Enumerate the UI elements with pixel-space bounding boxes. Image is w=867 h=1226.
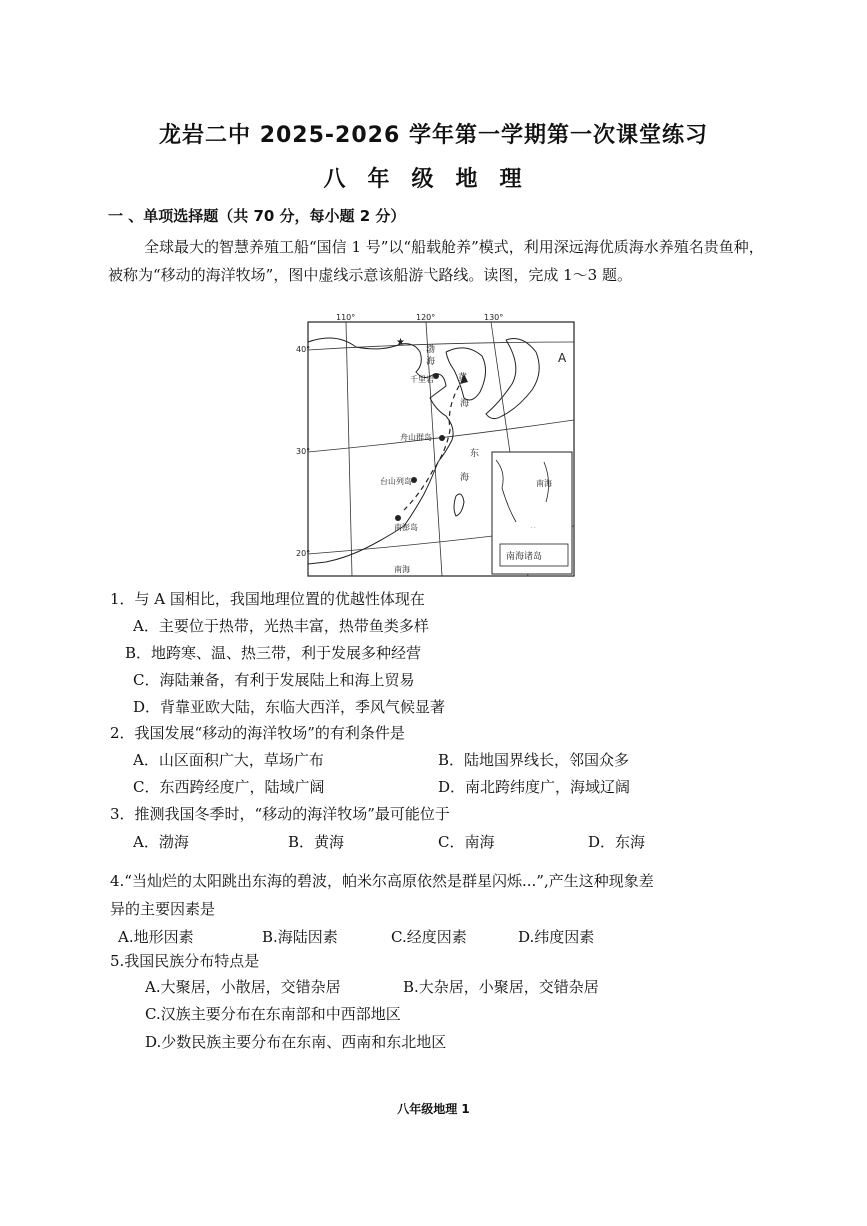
question-5-option: B.大杂居，小聚居，交错杂居	[403, 978, 599, 996]
question-1-option: D．背靠亚欧大陆，东临大西洋，季风气候显著	[133, 698, 446, 716]
question-3-option: B．黄海	[288, 833, 345, 851]
question-2-stem: 2．我国发展“移动的海洋牧场”的有利条件是	[110, 724, 405, 742]
route-map	[296, 312, 580, 580]
sea-label: 海	[460, 399, 470, 409]
svg-text:★: ★	[396, 337, 405, 348]
sea-label: 海	[460, 473, 470, 483]
question-2-option: D．南北跨纬度广，海域辽阔	[438, 778, 631, 796]
question-5-option: D.少数民族主要分布在东南、西南和东北地区	[145, 1033, 447, 1051]
exam-title: 龙岩二中 2025-2026 学年第一学期第一次课堂练习	[159, 123, 708, 148]
question-1-option: A．主要位于热带，光热丰富，热带鱼类多样	[133, 617, 429, 635]
lat-label: 20°	[296, 549, 311, 558]
question-2-option: A．山区面积广大，草场广布	[133, 751, 324, 769]
lat-label: 30°	[296, 447, 311, 456]
question-4-option: B.海陆因素	[262, 928, 338, 946]
question-5-stem: 5.我国民族分布特点是	[110, 952, 260, 970]
question-3-option: A．渤海	[133, 833, 189, 851]
svg-text:· ·: · ·	[531, 525, 536, 531]
sea-label: 渤	[426, 345, 436, 355]
lon-label: 120°	[416, 313, 436, 322]
question-1-option: B．地跨寒、温、热三带，利于发展多种经营	[125, 644, 422, 662]
question-4-option: A.地形因素	[118, 928, 194, 946]
question-4-stem: 4.“当灿烂的太阳跳出东海的碧波，帕米尔高原依然是群星闪烁...”,产生这种现象差	[110, 872, 654, 890]
question-5-option: C.汉族主要分布在东南部和中西部地区	[145, 1005, 401, 1023]
question-4-option: C.经度因素	[391, 928, 467, 946]
exam-subtitle: 八年级地理	[323, 167, 544, 192]
inset-title: 南海诸岛	[506, 552, 543, 562]
lon-label: 110°	[336, 313, 356, 322]
question-4-option: D.纬度因素	[518, 928, 595, 946]
section-heading: 一 、单项选择题（共 70 分，每小题 2 分）	[108, 207, 406, 225]
place-label: 千里岩	[410, 375, 434, 384]
question-5-option: A.大聚居，小散居，交错杂居	[145, 978, 341, 996]
sea-label: 海	[426, 357, 436, 367]
question-1-option: C．海陆兼备，有利于发展陆上和海上贸易	[133, 671, 415, 689]
lat-label: 40°	[296, 345, 311, 354]
question-4-stem: 异的主要因素是	[110, 900, 216, 918]
place-label: 台山列岛	[380, 477, 412, 486]
page-footer: 八年级地理 1	[397, 1102, 470, 1116]
question-3-stem: 3．推测我国冬季时，“移动的海洋牧场”最可能位于	[110, 805, 450, 823]
place-label: 舟山群岛	[400, 433, 432, 442]
question-1-stem: 1．与 A 国相比，我国地理位置的优越性体现在	[110, 590, 425, 608]
question-3-option: D．东海	[588, 833, 646, 851]
sea-label: 东	[470, 449, 480, 459]
lon-label: 130°	[484, 313, 504, 322]
inset-sea-label: 南海	[536, 479, 552, 488]
intro-paragraph: 全球最大的智慧养殖工船“国信 1 号”以“船载舱养”模式，利用深远海优质海水养殖名贵鱼种，被称为“移动的海洋牧场”，图中虚线示意该船游弋路线。读图，完成 1～3 题。	[108, 238, 764, 284]
sea-label: 南海	[394, 565, 410, 574]
map-svg	[296, 312, 580, 580]
country-a-label: A	[558, 351, 567, 365]
question-2-option: B．陆地国界线长，邻国众多	[438, 751, 630, 769]
question-3-option: C．南海	[438, 833, 495, 851]
place-label: 南澎岛	[394, 523, 418, 532]
sea-label: 黄	[458, 373, 468, 383]
question-2-option: C．东西跨经度广，陆域广阔	[133, 778, 325, 796]
